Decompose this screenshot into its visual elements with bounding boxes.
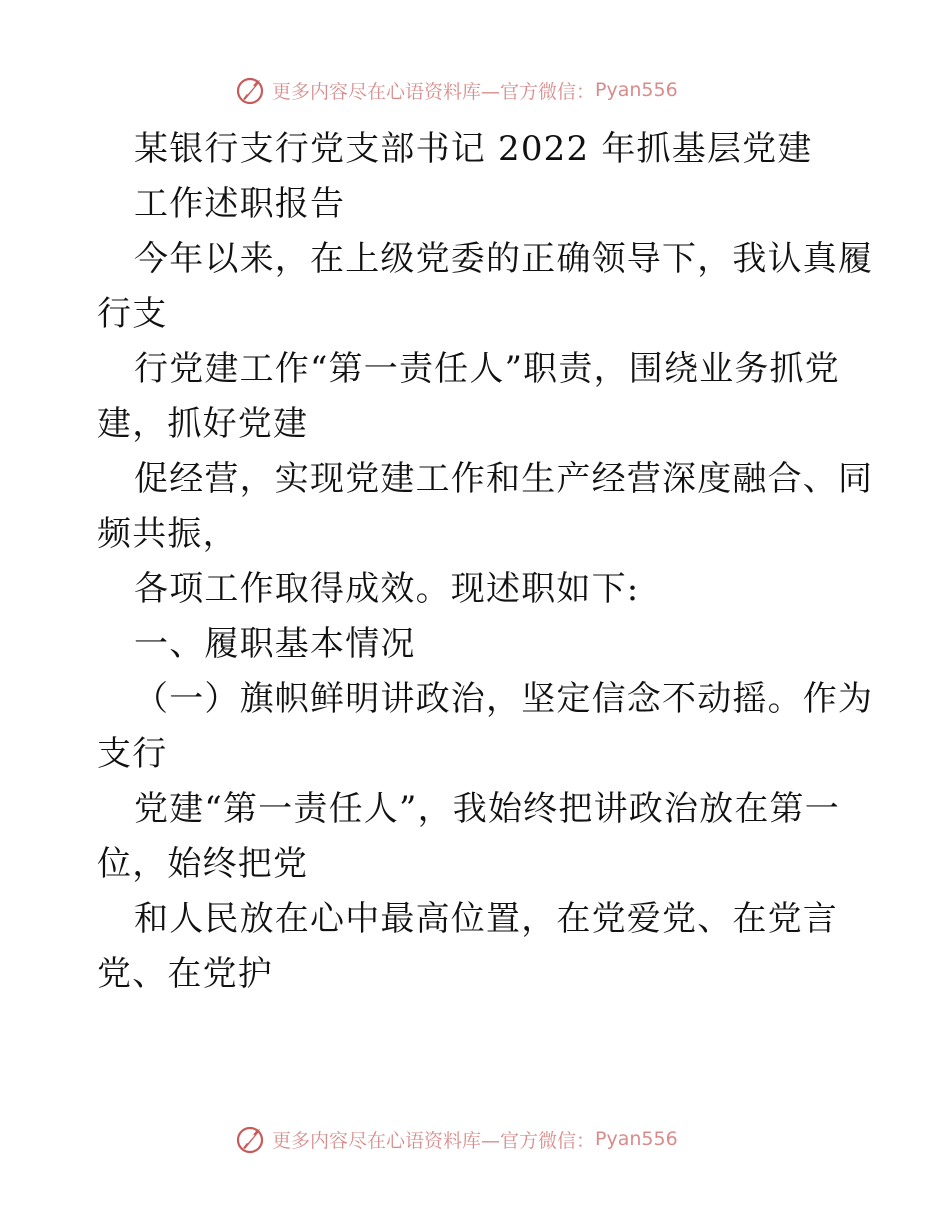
- paragraph-line: 党、在党护: [97, 954, 273, 994]
- quill-pen-logo-icon: [234, 1123, 266, 1155]
- paragraph-line: 党建“第一责任人”，我始终把讲政治放在第一: [134, 789, 840, 829]
- paragraph-line: （一）旗帜鲜明讲政治，坚定信念不动摇。作为: [134, 679, 874, 719]
- paragraph-line: 促经营，实现党建工作和生产经营深度融合、同: [134, 459, 874, 499]
- paragraph-line: 今年以来，在上级党委的正确领导下，我认真履: [134, 239, 874, 279]
- paragraph-line: 支行: [97, 734, 168, 774]
- watermark-banner-top: [234, 73, 734, 107]
- watermark-wechat-id: Pyan556: [595, 1128, 678, 1150]
- quill-pen-logo-icon: [234, 74, 266, 106]
- section-heading: 一、履职基本情况: [134, 624, 416, 664]
- paragraph-line: 和人民放在心中最高位置，在党爱党、在党言: [134, 899, 838, 939]
- document-body: [97, 122, 874, 1002]
- watermark-text: 更多内容尽在心语资料库—官方微信：: [272, 80, 596, 103]
- watermark-wechat-id: Pyan556: [595, 79, 678, 101]
- document-title-line-2: 工作述职报告: [134, 184, 346, 224]
- paragraph-line: 行党建工作“第一责任人”职责，围绕业务抓党: [134, 349, 840, 389]
- paragraph-line: 频共振，: [97, 514, 238, 554]
- watermark-text: 更多内容尽在心语资料库—官方微信：: [272, 1129, 596, 1152]
- document-title-line-1: 某银行支行党支部书记 2022 年抓基层党建: [134, 129, 813, 169]
- paragraph-line: 各项工作取得成效。现述职如下:: [134, 569, 640, 609]
- watermark-banner-bottom: [234, 1122, 734, 1156]
- paragraph-line: 位，始终把党: [97, 844, 309, 884]
- paragraph-line: 行支: [97, 294, 168, 334]
- paragraph-line: 建，抓好党建: [97, 404, 309, 444]
